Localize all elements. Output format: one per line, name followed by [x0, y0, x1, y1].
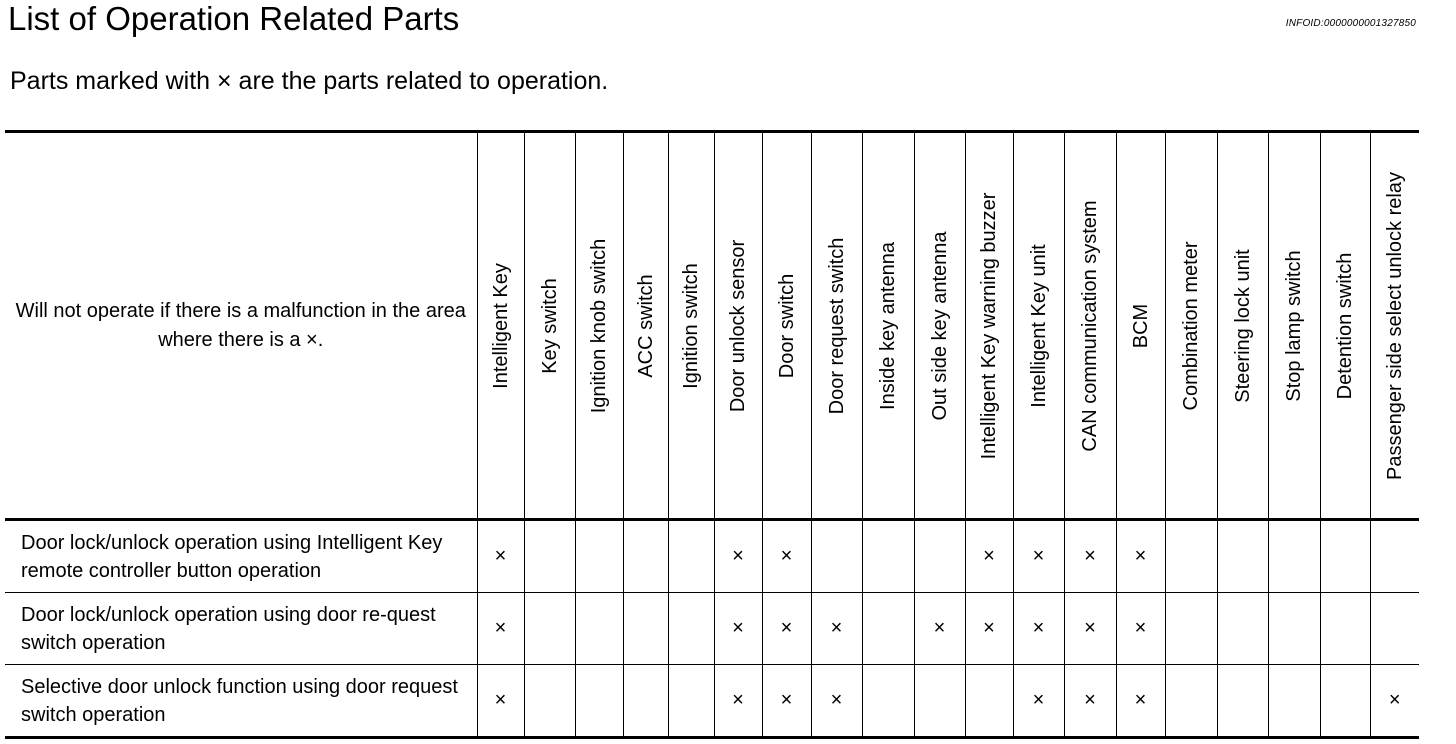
- marked-cell: ×: [1116, 520, 1165, 593]
- column-header: [811, 132, 862, 520]
- empty-cell: [575, 665, 623, 738]
- marked-cell: ×: [477, 520, 524, 593]
- empty-cell: [524, 593, 575, 665]
- empty-cell: [623, 520, 668, 593]
- empty-cell: [623, 593, 668, 665]
- column-header: [575, 132, 623, 520]
- column-header: [524, 132, 575, 520]
- table-body: [5, 520, 1419, 738]
- marked-cell: ×: [1116, 593, 1165, 665]
- marked-cell: ×: [714, 520, 762, 593]
- column-header: [965, 132, 1013, 520]
- page-title: List of Operation Related Parts: [8, 0, 460, 37]
- column-header-label: Detention switch: [1334, 252, 1356, 399]
- column-header: [914, 132, 965, 520]
- table-row: [5, 665, 1419, 738]
- marked-cell: ×: [914, 593, 965, 665]
- table-row: [5, 593, 1419, 665]
- empty-cell: [668, 665, 714, 738]
- column-header: [1320, 132, 1370, 520]
- marked-cell: ×: [1116, 665, 1165, 738]
- empty-cell: [575, 593, 623, 665]
- column-header-label: Intelligent Key: [489, 262, 512, 389]
- column-header-label: BCM: [1129, 303, 1152, 348]
- column-header: [1217, 132, 1268, 520]
- empty-cell: [862, 593, 914, 665]
- operation-label: Door lock/unlock operation using door re-quest switch operation: [5, 593, 477, 665]
- marked-cell: ×: [762, 520, 811, 593]
- empty-cell: [1268, 665, 1320, 738]
- column-header-label: Passenger side select unlock relay: [1383, 171, 1406, 480]
- column-header: [1370, 132, 1419, 520]
- marked-cell: ×: [1370, 665, 1419, 738]
- marked-cell: ×: [1064, 593, 1116, 665]
- table-header-row: [5, 132, 1419, 520]
- column-header-label: Ignition knob switch: [588, 238, 610, 413]
- column-header-label: Door request switch: [825, 237, 848, 414]
- marked-cell: ×: [762, 665, 811, 738]
- empty-cell: [1370, 593, 1419, 665]
- column-header: [1268, 132, 1320, 520]
- column-header-label: Stop lamp switch: [1283, 249, 1305, 402]
- empty-cell: [1217, 665, 1268, 738]
- empty-cell: [1165, 665, 1217, 738]
- column-header-label: Ignition switch: [680, 262, 702, 389]
- empty-cell: [1268, 593, 1320, 665]
- marked-cell: ×: [811, 593, 862, 665]
- column-header: [477, 132, 524, 520]
- marked-cell: ×: [762, 593, 811, 665]
- marked-cell: ×: [1064, 665, 1116, 738]
- empty-cell: [965, 665, 1013, 738]
- column-header-label: Inside key antenna: [877, 241, 899, 410]
- column-header: [1064, 132, 1116, 520]
- empty-cell: [1165, 520, 1217, 593]
- marked-cell: ×: [965, 593, 1013, 665]
- page-subtitle: Parts marked with × are the parts related to operation.: [10, 67, 609, 95]
- marked-cell: ×: [811, 665, 862, 738]
- empty-cell: [914, 520, 965, 593]
- info-id: INFOID:0000000001327850: [1285, 18, 1416, 29]
- operation-label: Door lock/unlock operation using Intelligent Key remote controller button operation: [5, 520, 477, 593]
- column-header-label: Intelligent Key warning buzzer: [978, 192, 1000, 459]
- empty-cell: [668, 593, 714, 665]
- column-header-label: CAN communication system: [1079, 199, 1101, 452]
- marked-cell: ×: [477, 665, 524, 738]
- marked-cell: ×: [477, 593, 524, 665]
- operation-label: Selective door unlock function using door request switch operation: [21, 675, 458, 726]
- empty-cell: [811, 520, 862, 593]
- empty-cell: [1165, 593, 1217, 665]
- column-header: [1013, 132, 1064, 520]
- marked-cell: ×: [714, 665, 762, 738]
- corner-description: Will not operate if there is a malfunction in the area where there is a ×.: [5, 132, 477, 520]
- marked-cell: ×: [1013, 665, 1064, 738]
- empty-cell: [524, 665, 575, 738]
- empty-cell: [1370, 520, 1419, 593]
- empty-cell: [575, 520, 623, 593]
- empty-cell: [862, 665, 914, 738]
- column-header-label: Intelligent Key unit: [1027, 243, 1050, 408]
- column-header: [862, 132, 914, 520]
- column-header: [762, 132, 811, 520]
- empty-cell: [1320, 520, 1370, 593]
- column-header-label: Out side key antenna: [928, 230, 951, 421]
- column-header-label: ACC switch: [634, 273, 657, 378]
- column-header: [668, 132, 714, 520]
- marked-cell: ×: [1013, 593, 1064, 665]
- operation-parts-table: [5, 130, 1419, 739]
- marked-cell: ×: [1013, 520, 1064, 593]
- column-header-label: Door unlock sensor: [727, 239, 749, 412]
- column-header-label: Combination meter: [1180, 241, 1202, 410]
- empty-cell: [668, 520, 714, 593]
- column-header-label: Key switch: [538, 277, 561, 374]
- marked-cell: ×: [1064, 520, 1116, 593]
- column-header-label: Door switch: [775, 273, 798, 378]
- marked-cell: ×: [965, 520, 1013, 593]
- empty-cell: [1320, 593, 1370, 665]
- empty-cell: [862, 520, 914, 593]
- empty-cell: [1217, 520, 1268, 593]
- empty-cell: [524, 520, 575, 593]
- empty-cell: [1320, 665, 1370, 738]
- empty-cell: [623, 665, 668, 738]
- column-header: [623, 132, 668, 520]
- column-header-label: Steering lock unit: [1231, 248, 1254, 403]
- empty-cell: [1217, 593, 1268, 665]
- empty-cell: [914, 665, 965, 738]
- column-header: [714, 132, 762, 520]
- column-header: [1116, 132, 1165, 520]
- column-header: [1165, 132, 1217, 520]
- table-row: [5, 520, 1419, 593]
- empty-cell: [1268, 520, 1320, 593]
- marked-cell: ×: [714, 593, 762, 665]
